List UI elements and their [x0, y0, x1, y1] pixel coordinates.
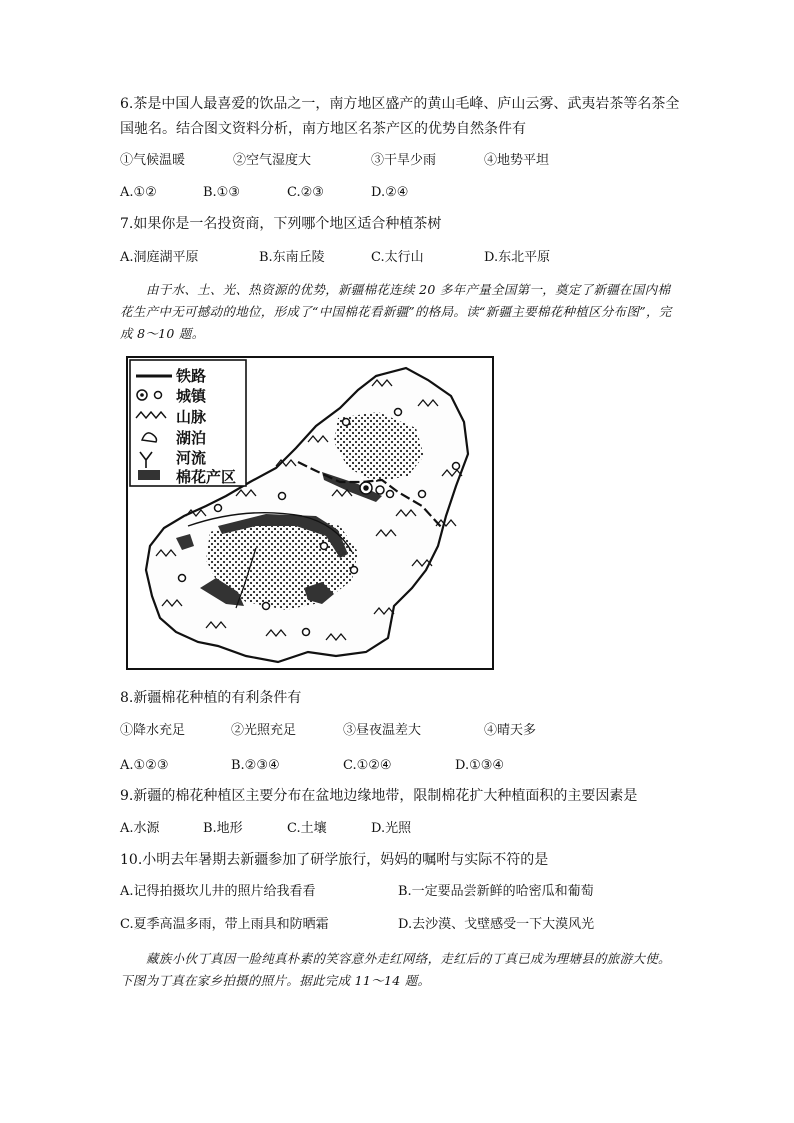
legend-lake: 湖泊	[176, 429, 207, 447]
q7-choice-b: B.东南丘陵	[259, 250, 325, 265]
q8-item-4: ④晴天多	[484, 723, 537, 738]
map-legend	[130, 360, 246, 486]
q7-stem: 7.如果你是一名投资商，下列哪个地区适合种植茶树	[120, 216, 442, 232]
q7-choice-d: D.东北平原	[484, 250, 551, 265]
q6-stem-line2: 国驰名。结合图文资料分析，南方地区名茶产区的优势自然条件有	[120, 121, 526, 137]
q8-item-3: ③昼夜温差大	[343, 723, 422, 738]
q6-item-2: ②空气湿度大	[233, 153, 312, 168]
q9-choice-a: A.水源	[120, 821, 160, 836]
q10-choice-d: D.去沙漠、戈壁感受一下大漠风光	[398, 917, 595, 932]
q8-choice-d: D.①③④	[455, 758, 505, 773]
q6-item-3: ③干旱少雨	[371, 153, 437, 168]
q6-choice-a: A.①②	[120, 185, 157, 200]
q6-choice-c: C.②③	[287, 185, 324, 200]
q8-choice-a: A.①②③	[120, 758, 169, 773]
q6-item-4: ④地势平坦	[484, 153, 550, 168]
passage-dingzhen-text: 藏族小伙丁真因一脸纯真朴素的笑容意外走红网络，走红后的丁真已成为理塘县的旅游大使。下图为丁真在家乡拍摄的照片。据此完成 11～14 题。	[120, 951, 671, 988]
xinjiang-cotton-map	[126, 356, 494, 670]
q8-stem: 8.新疆棉花种植的有利条件有	[120, 690, 302, 706]
q10-stem: 10.小明去年暑期去新疆参加了研学旅行，妈妈的嘱咐与实际不符的是	[120, 852, 549, 868]
passage-cotton	[120, 279, 680, 345]
legend-cotton-area: 棉花产区	[176, 468, 237, 486]
q8-item-1: ①降水充足	[120, 723, 186, 738]
q9-stem: 9.新疆的棉花种植区主要分布在盆地边缘地带，限制棉花扩大种植面积的主要因素是	[120, 788, 638, 804]
q6-stem-line1: 6.茶是中国人最喜爱的饮品之一，南方地区盛产的黄山毛峰、庐山云雾、武夷岩茶等名茶全	[120, 96, 680, 112]
q8-choice-b: B.②③④	[231, 758, 280, 773]
legend-town: 城镇	[176, 387, 207, 405]
legend-railway: 铁路	[176, 367, 207, 385]
q8-choice-c: C.①②④	[343, 758, 392, 773]
q6-choice-b: B.①③	[203, 185, 240, 200]
passage-cotton-text: 由于水、土、光、热资源的优势，新疆棉花连续 20 多年产量全国第一，奠定了新疆在国内棉花生产中无可撼动的地位，形成了“中国棉花看新疆”的格局。读“新疆主要棉花种植区分布图”，完成 8～10 题。	[120, 282, 672, 341]
legend-river: 河流	[176, 449, 207, 467]
q7-choice-c: C.太行山	[371, 250, 424, 265]
q10-choice-b: B.一定要品尝新鲜的哈密瓜和葡萄	[398, 884, 594, 899]
q10-choice-c: C.夏季高温多雨，带上雨具和防晒霜	[120, 917, 329, 932]
q10-choice-a: A.记得拍摄坎儿井的照片给我看看	[120, 884, 316, 899]
q9-choice-b: B.地形	[203, 821, 243, 836]
q6-choice-d: D.②④	[371, 185, 409, 200]
q8-item-2: ②光照充足	[231, 723, 297, 738]
q6-item-1: ①气候温暖	[120, 153, 186, 168]
passage-dingzhen	[120, 948, 680, 992]
legend-mountain: 山脉	[176, 408, 207, 426]
q9-choice-c: C.土壤	[287, 821, 327, 836]
q7-choice-a: A.洞庭湖平原	[120, 250, 199, 265]
q9-choice-d: D.光照	[371, 821, 412, 836]
